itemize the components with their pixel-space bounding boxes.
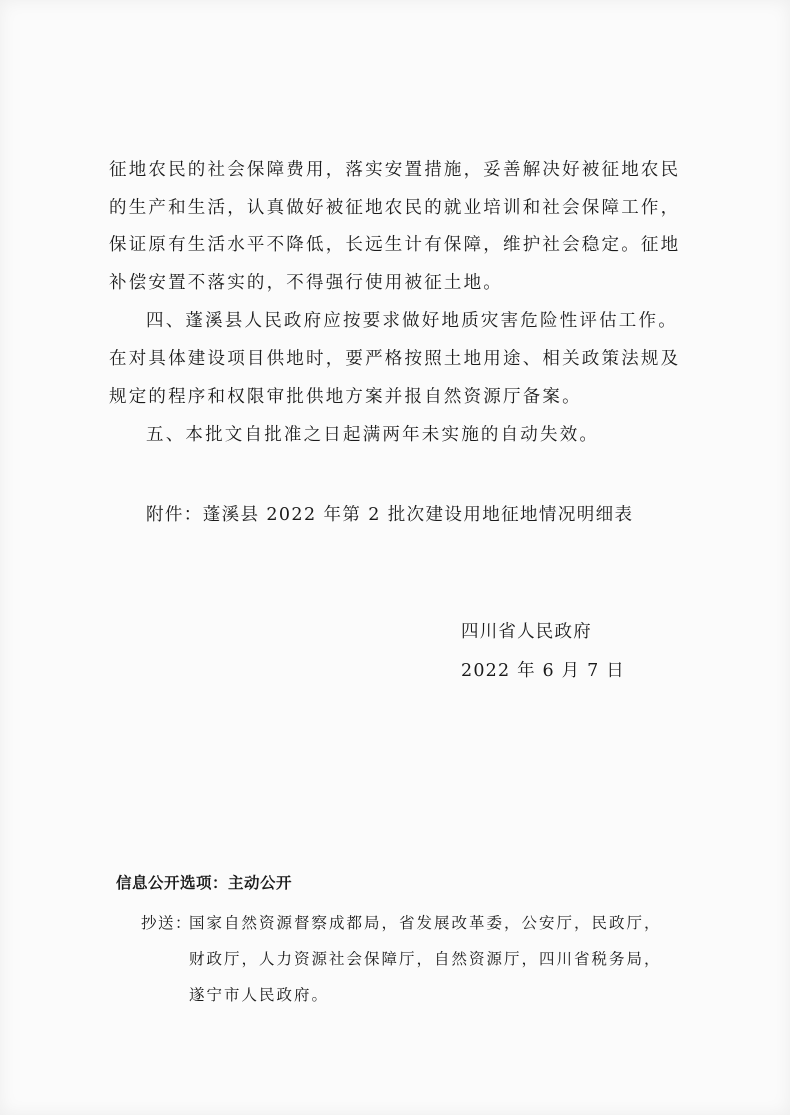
info-disclosure-label: 信息公开选项： bbox=[116, 874, 229, 892]
attachment-line: 附件：蓬溪县 2022 年第 2 批次建设用地征地情况明细表 bbox=[146, 505, 634, 525]
body-line-5: 四、蓬溪县人民政府应按要求做好地质灾害危险性评估工作。 bbox=[146, 311, 678, 331]
info-disclosure-value: 主动公开 bbox=[228, 874, 293, 892]
body-line-4: 补偿安置不落实的，不得强行使用被征土地。 bbox=[109, 273, 503, 293]
cc-line-3: 遂宁市人民政府。 bbox=[189, 986, 330, 1004]
info-disclosure-row bbox=[116, 872, 292, 894]
cc-line-2: 财政厅，人力资源社会保障厅，自然资源厅，四川省税务局， bbox=[189, 950, 662, 968]
body-line-8: 五、本批文自批准之日起满两年未实施的自动失效。 bbox=[146, 425, 600, 445]
body-line-1: 征地农民的社会保障费用，落实安置措施，妥善解决好被征地农民 bbox=[109, 160, 681, 180]
cc-line-1: 国家自然资源督察成都局，省发展改革委，公安厅，民政厅， bbox=[189, 914, 662, 932]
body-line-6: 在对具体建设项目供地时，要严格按照土地用途、相关政策法规及 bbox=[109, 349, 681, 369]
body-line-7: 规定的程序和权限审批供地方案并报自然资源厅备案。 bbox=[109, 387, 582, 407]
body-line-3: 保证原有生活水平不降低，长远生计有保障，维护社会稳定。征地 bbox=[109, 235, 681, 255]
issue-date: 2022 年 6 月 7 日 bbox=[461, 661, 625, 681]
body-line-2: 的生产和生活，认真做好被征地农民的就业培训和社会保障工作， bbox=[109, 198, 681, 218]
cc-label: 抄送： bbox=[141, 914, 193, 932]
issuer-name: 四川省人民政府 bbox=[461, 622, 592, 642]
